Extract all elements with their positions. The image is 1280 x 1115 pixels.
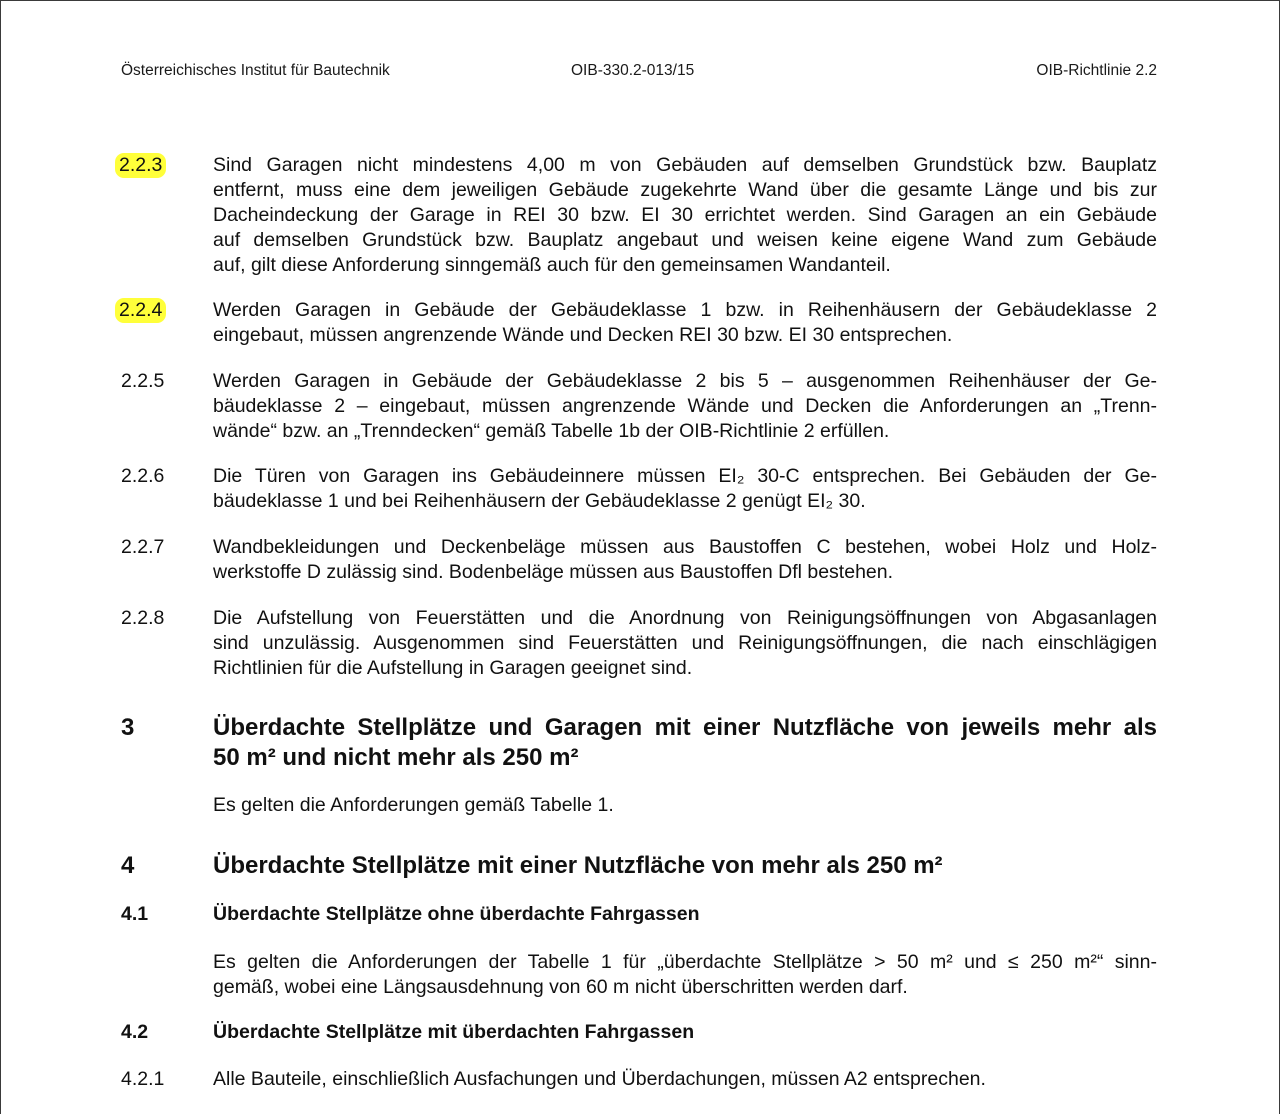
header-guideline-title: OIB-Richtlinie 2.2 (1036, 62, 1157, 79)
section-4-1-text (121, 950, 1157, 1000)
text-line: Sind Garagen nicht mindestens 4,00 m von Gebäuden auf demselben Grundstück bzw. Bauplatz (213, 154, 1157, 176)
text-line: eingebaut, müssen angrenzende Wände und Decken REI 30 bzw. EI 30 entsprechen. (213, 324, 953, 346)
text-line: Werden Garagen in Gebäude der Gebäudeklasse 1 bzw. in Reihenhäusern der Gebäudeklasse 2 (213, 299, 1157, 321)
section-text (213, 1067, 1157, 1092)
section-2-2-5 (121, 369, 1157, 444)
text-line: bäudeklasse 2 – eingebaut, müssen angrenzende Wände und Decken die Anforderungen an „Trenn- (213, 395, 1157, 417)
text-line: gemäß, wobei eine Längsausdehnung von 60 m nicht überschritten werden darf. (213, 976, 908, 998)
heading-line: Überdachte Stellplätze und Garagen mit einer Nutzfläche von jeweils mehr als (213, 714, 1157, 741)
section-text (213, 535, 1157, 585)
heading-section-4 (121, 851, 1157, 881)
page-header (121, 62, 1157, 82)
heading-title: Überdachte Stellplätze mit überdachten Fahrgassen (213, 1021, 695, 1043)
heading-number: 4.2 (121, 1021, 149, 1043)
section-2-2-8 (121, 606, 1157, 681)
heading-title (213, 851, 1157, 881)
section-text (213, 298, 1157, 348)
heading-line: Überdachte Stellplätze mit einer Nutzfläche von mehr als 250 m² (213, 852, 943, 879)
heading-section-4-2 (121, 1020, 1157, 1045)
section-2-2-3 (121, 153, 1157, 278)
heading-title: Überdachte Stellplätze ohne überdachte Fahrgassen (213, 903, 700, 925)
heading-line: 50 m² und nicht mehr als 250 m² (213, 744, 579, 771)
text-line: Dacheindeckung der Garage in REI 30 bzw. EI 30 errichtet werden. Sind Garagen an ein Gebäude (213, 204, 1157, 226)
text-line: sind unzulässig. Ausgenommen sind Feuerstätten und Reinigungsöffnungen, die nach einschlägigen (213, 632, 1157, 654)
text-line: Alle Bauteile, einschließlich Ausfachungen und Überdachungen, müssen A2 entsprechen. (213, 1068, 986, 1090)
text-line: Die Aufstellung von Feuerstätten und die Anordnung von Reinigungsöffnungen von Abgasanlagen (213, 607, 1157, 629)
text-line: Werden Garagen in Gebäude der Gebäudeklasse 2 bis 5 – ausgenommen Reihenhäuser der Ge- (213, 370, 1157, 392)
section-2-2-7 (121, 535, 1157, 585)
section-text (213, 606, 1157, 681)
heading-number: 4 (121, 852, 135, 879)
section-number-highlighted: 2.2.4 (115, 298, 166, 323)
section-text (213, 950, 1157, 1000)
text-line: Richtlinien für die Aufstellung in Garagen geeignet sind. (213, 657, 693, 679)
section-2-2-4 (121, 298, 1157, 348)
text-line: Wandbekleidungen und Deckenbeläge müssen aus Baustoffen C bestehen, wobei Holz und Holz- (213, 536, 1157, 558)
text-line: auf, gilt diese Anforderung sinngemäß auch für den gemeinsamen Wandanteil. (213, 254, 891, 276)
section-number-highlighted: 2.2.3 (115, 153, 166, 178)
text-line: wände“ bzw. an „Trenndecken“ gemäß Tabelle 1b der OIB-Richtlinie 2 erfüllen. (213, 420, 890, 442)
section-3-text (121, 793, 1157, 818)
section-number: 2.2.8 (121, 607, 165, 629)
section-text (213, 793, 1157, 818)
text-line: werkstoffe D zulässig sind. Bodenbeläge müssen aus Baustoffen Dfl bestehen. (213, 561, 894, 583)
section-number: 4.2.1 (121, 1068, 165, 1090)
heading-section-4-1 (121, 902, 1157, 927)
section-text (213, 153, 1157, 278)
text-line: entfernt, muss eine dem jeweiligen Gebäude zugekehrte Wand über die gesamte Länge und bis zur (213, 179, 1157, 201)
text-line: Es gelten die Anforderungen gemäß Tabelle 1. (213, 794, 614, 816)
section-number: 2.2.7 (121, 536, 165, 558)
section-number: 2.2.6 (121, 465, 165, 487)
text-line: auf demselben Grundstück bzw. Bauplatz angebaut und weisen keine eigene Wand zum Gebäude (213, 229, 1157, 251)
heading-section-3 (121, 713, 1157, 773)
text-line: Es gelten die Anforderungen der Tabelle 1 für „überdachte Stellplätze > 50 m² und ≤ 250 m²“ sinn- (213, 951, 1157, 973)
text-line: bäudeklasse 1 und bei Reihenhäusern der Gebäudeklasse 2 genügt EI₂ 30. (213, 490, 866, 512)
heading-number: 4.1 (121, 903, 149, 925)
section-2-2-6 (121, 464, 1157, 514)
section-4-2-1 (121, 1067, 1157, 1092)
heading-title (213, 713, 1157, 773)
section-text (213, 464, 1157, 514)
header-document-number: OIB-330.2-013/15 (571, 62, 695, 79)
header-institute: Österreichisches Institut für Bautechnik (121, 62, 390, 79)
text-line: Die Türen von Garagen ins Gebäudeinnere müssen EI₂ 30-C entsprechen. Bei Gebäuden der Ge- (213, 465, 1157, 487)
heading-number: 3 (121, 714, 135, 741)
section-number: 2.2.5 (121, 370, 165, 392)
section-text (213, 369, 1157, 444)
